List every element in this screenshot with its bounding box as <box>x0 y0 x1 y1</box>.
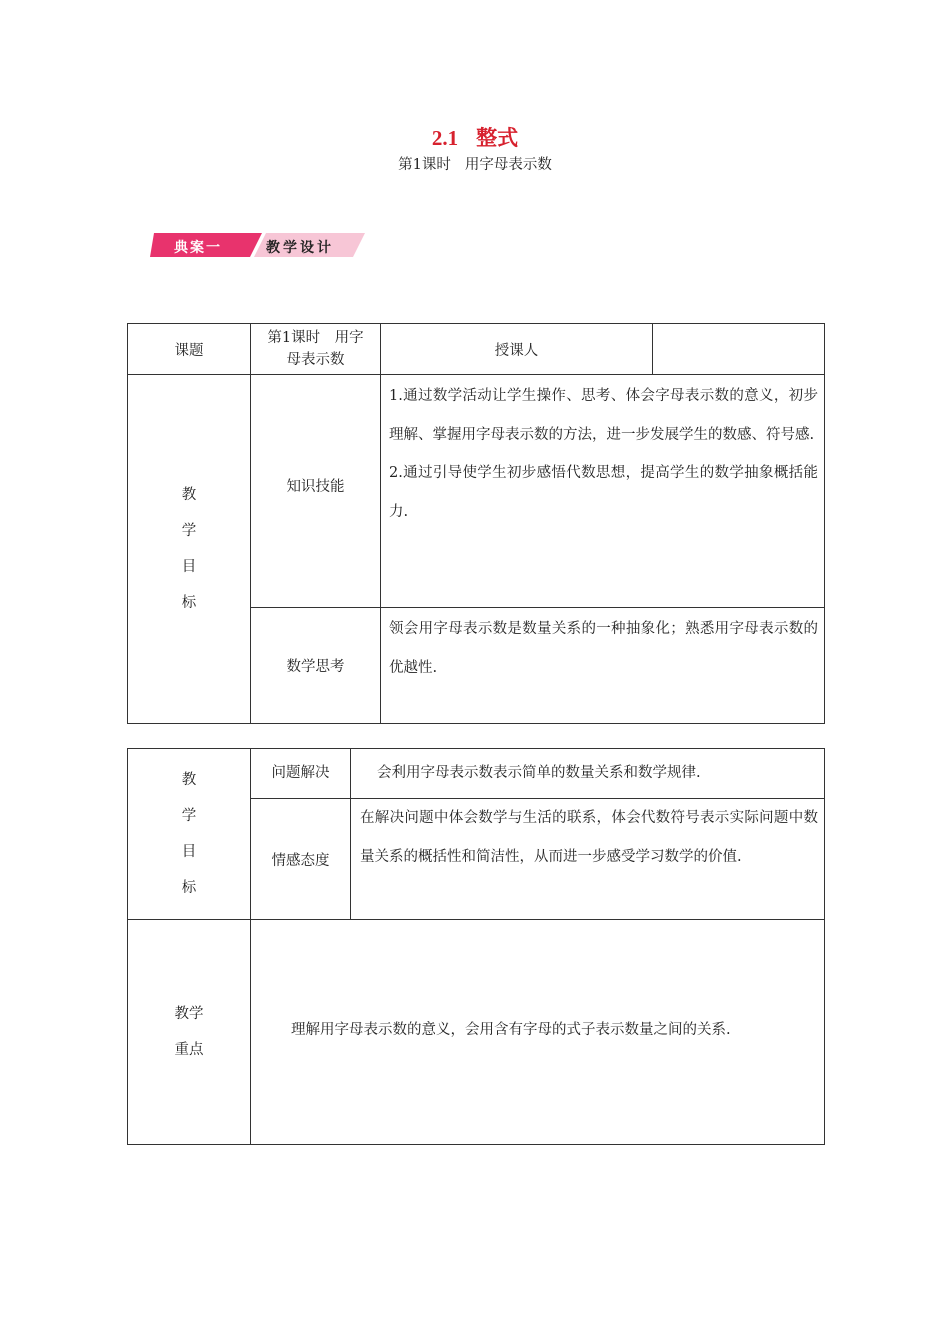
problem-label: 问题解决 <box>251 749 351 799</box>
thinking-label: 数学思考 <box>251 608 381 724</box>
teacher-value <box>653 324 825 375</box>
thinking-text: 领会用字母表示数是数量关系的一种抽象化；熟悉用字母表示数的优越性. <box>381 608 825 724</box>
topic-label: 课题 <box>128 324 251 375</box>
key-text: 理解用字母表示数的意义，会用含有字母的式子表示数量之间的关系. <box>251 920 825 1145</box>
goals-label-2: 教 学 目 标 <box>128 749 251 920</box>
lesson-number: 第1课时 <box>398 157 451 173</box>
emotion-label: 情感态度 <box>251 799 351 920</box>
problem-text: 会利用字母表示数表示简单的数量关系和数学规律. <box>351 749 825 799</box>
banner-label: 教学设计 <box>266 240 334 256</box>
lesson-title: 用字母表示数 <box>464 157 552 173</box>
key-label: 教学 重点 <box>128 920 251 1145</box>
section-title <box>0 122 950 152</box>
emotion-text: 在解决问题中体会数学与生活的联系，体会代数符号表示实际问题中数量关系的概括性和简洁性，从而进一步感受学习数学的价值. <box>351 799 825 920</box>
table-row <box>128 375 825 608</box>
table-row <box>128 324 825 375</box>
teacher-label: 授课人 <box>381 324 653 375</box>
knowledge-label: 知识技能 <box>251 375 381 608</box>
topic-value: 第1课时 用字母表示数 <box>251 324 381 375</box>
knowledge-text: 1.通过数学活动让学生操作、思考、体会字母表示数的意义，初步理解、掌握用字母表示数的方法，进一步发展学生的数感、符号感. 2.通过引导使学生初步感悟代数思想，提高学生的数学抽象概括能力. <box>381 375 825 608</box>
goals-label: 教 学 目 标 <box>128 375 251 724</box>
section-banner <box>150 233 365 259</box>
section-number: 2.1 <box>431 126 459 150</box>
section-heading: 整式 <box>476 126 519 150</box>
table-row <box>128 749 825 799</box>
lesson-subtitle <box>0 153 950 174</box>
design-table-2 <box>127 748 825 1145</box>
design-table-1 <box>127 323 825 724</box>
table-row <box>128 920 825 1145</box>
banner-tag: 典案一 <box>174 240 222 256</box>
